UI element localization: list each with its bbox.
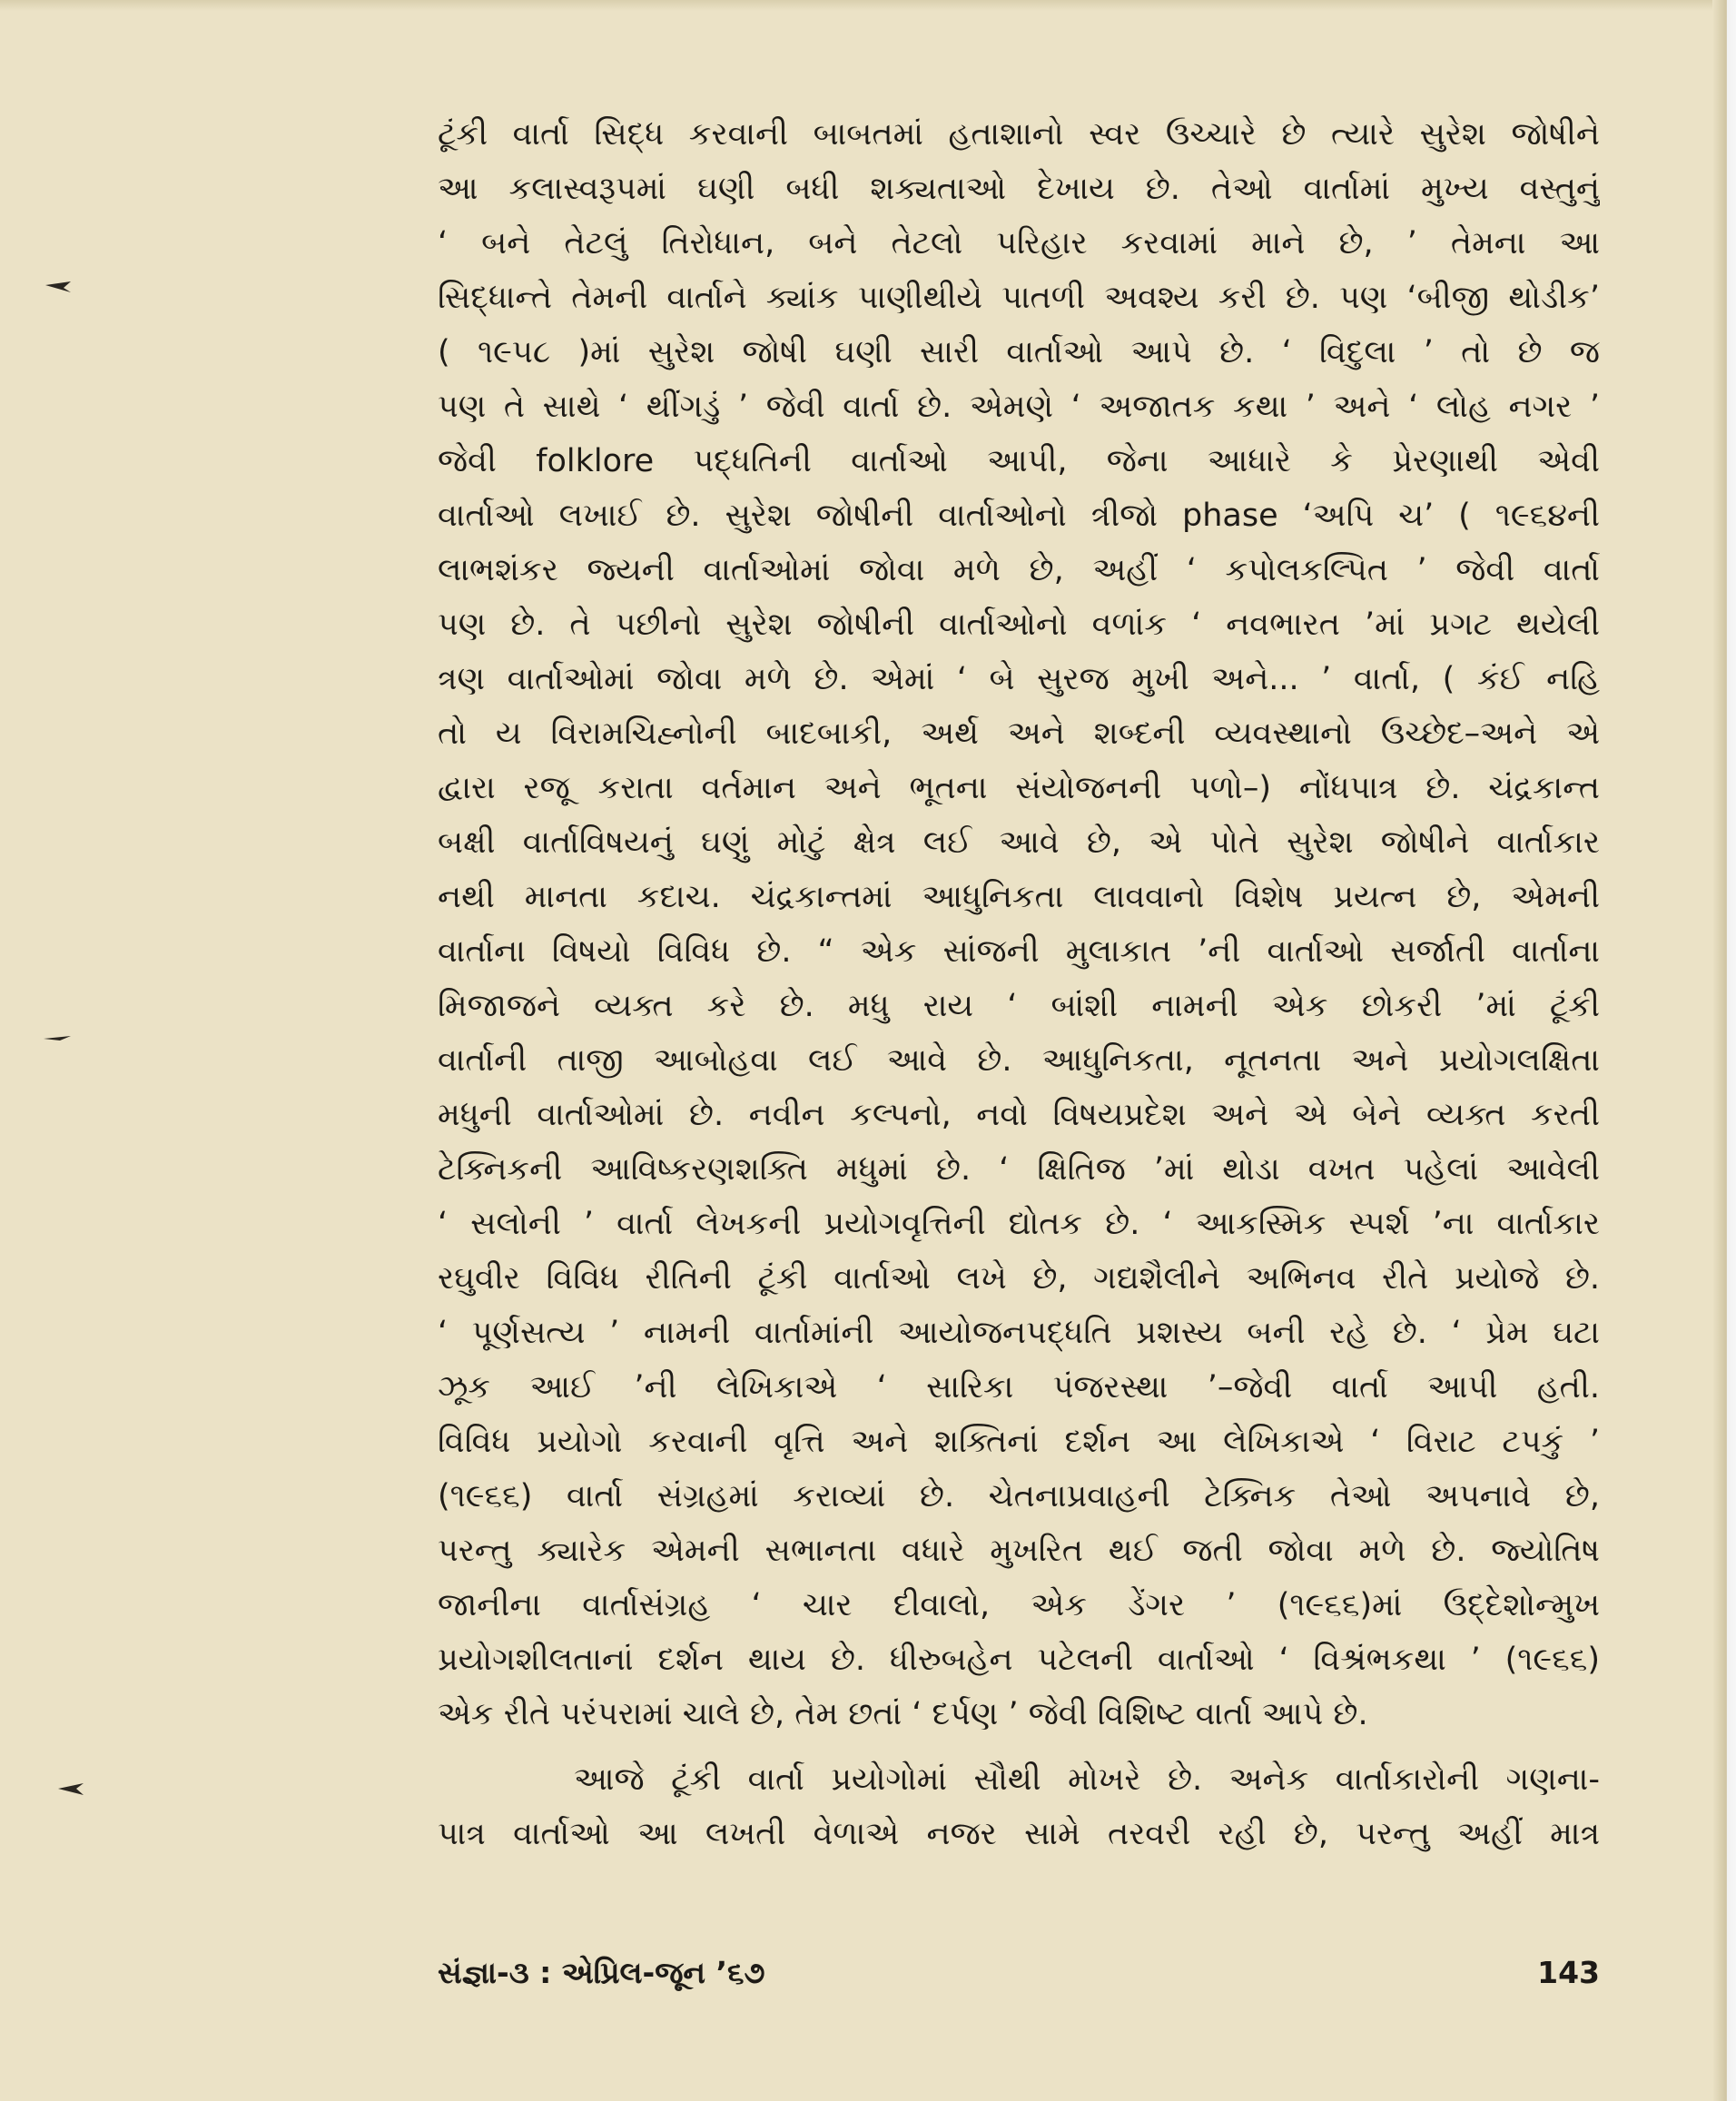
- margin-tick-mark: [42, 1031, 73, 1046]
- text-line: બક્ષી વાર્તાવિષયનું ઘણું મોટું ક્ષેત્ર લઈ આવે છે, એ પોતે સુરેશ જોષીને વાર્તાકાર: [438, 824, 1600, 861]
- text-line: જેવી folklore પદ્ધતિની વાર્તાઓ આપી, જેના આધારે કે પ્રેરણાથી એવી: [438, 443, 1600, 479]
- margin-tick-mark: [56, 1781, 87, 1796]
- text-line: એક રીતે પરંપરામાં ચાલે છે, તેમ છતાં ‘ દર્પણ ’ જેવી વિશિષ્ટ વાર્તા આપે છે.: [438, 1696, 1368, 1732]
- text-line: આજે ટૂંકી વાર્તા પ્રયોગોમાં સૌથી મોખરે છે. અનેક વાર્તાકારોની ગણના-: [574, 1761, 1600, 1798]
- text-line: દ્વારા રજૂ કરાતા વર્તમાન અને ભૂતના સંયોજનની પળો–) નોંધપાત્ર છે. ચંદ્રકાન્ત: [438, 770, 1600, 806]
- text-line: વાર્તાની તાજી આબોહવા લઈ આવે છે. આધુનિકતા, નૂતનતા અને પ્રયોગલક્ષિતા: [438, 1042, 1600, 1079]
- text-line: પ્રયોગશીલતાનાં દર્શન થાય છે. ધીરુબહેન પટેલની વાર્તાઓ ‘ વિશ્રંભકથા ’ (૧૯૬૬): [438, 1642, 1600, 1678]
- text-line: આ કલાસ્વરૂપમાં ઘણી બધી શક્યતાઓ દેખાય છે. તેઓ વાર્તામાં મુખ્ય વસ્તુનું: [438, 171, 1600, 207]
- text-line: પણ છે. તે પછીનો સુરેશ જોષીની વાર્તાઓનો વળાંક ‘ નવભારત ’માં પ્રગટ થયેલી: [438, 607, 1600, 643]
- scan-edge-top: [0, 0, 1736, 11]
- text-line: ‘ સલોની ’ વાર્તા લેખકની પ્રયોગવૃત્તિની દ્યોતક છે. ‘ આકસ્મિક સ્પર્શ ’ના વાર્તાકાર: [438, 1206, 1600, 1242]
- text-line: જાનીના વાર્તાસંગ્રહ ‘ ચાર દીવાલો, એક ડેંગર ’ (૧૯૬૬)માં ઉદ્દેશોન્મુખ: [438, 1587, 1600, 1623]
- page-footer: [438, 1950, 1600, 1996]
- page-number: 143: [1537, 1955, 1600, 1990]
- text-line: વિવિધ પ્રયોગો કરવાની વૃત્તિ અને શક્તિનાં દર્શન આ લેખિકાએ ‘ વિરાટ ટપકું ’: [438, 1424, 1600, 1460]
- text-line: ત્રણ વાર્તાઓમાં જોવા મળે છે. એમાં ‘ બે સુરજ મુખી અને... ’ વાર્તા, ( કંઈ નહિ: [438, 661, 1600, 697]
- text-line: મિજાજને વ્યક્ત કરે છે. મધુ રાય ‘ બાંશી નામની એક છોકરી ’માં ટૂંકી: [438, 988, 1600, 1024]
- text-line: ટૂંકી વાર્તા સિદ્ધ કરવાની બાબતમાં હતાશાનો સ્વર ઉચ્ચારે છે ત્યારે સુરેશ જોષીને: [438, 116, 1600, 153]
- scanned-page: [438, 107, 1600, 2050]
- text-line: ( ૧૯૫૮ )માં સુરેશ જોષી ઘણી સારી વાર્તાઓ આપે છે. ‘ વિદુલા ’ તો છે જ: [438, 334, 1600, 370]
- text-line: પરન્તુ ક્યારેક એમની સભાનતા વધારે મુખરિત થઈ જતી જોવા મળે છે. જ્યોતિષ: [438, 1533, 1600, 1569]
- text-line: મધુની વાર્તાઓમાં છે. નવીન કલ્પનો, નવો વિષયપ્રદેશ અને એ બેને વ્યક્ત કરતી: [438, 1097, 1600, 1133]
- text-line: ‘ પૂર્ણસત્ય ’ નામની વાર્તામાંની આયોજનપદ્ધતિ પ્રશસ્ય બની રહે છે. ‘ પ્રેમ ઘટા: [438, 1315, 1600, 1351]
- text-line: વાર્તાના વિષયો વિવિધ છે. “ એક સાંજની મુલાકાત ’ની વાર્તાઓ સર્જાતી વાર્તાના: [438, 933, 1600, 970]
- text-line: સિદ્ધાન્તે તેમની વાર્તાને ક્યાંક પાણીથીયે પાતળી અવશ્ય કરી છે. પણ ‘બીજી થોડીક’: [438, 280, 1600, 316]
- text-line: નથી માનતા કદાચ. ચંદ્રકાન્તમાં આધુનિકતા લાવવાનો વિશેષ પ્રયત્ન છે, એમની: [438, 879, 1600, 915]
- text-line: પાત્ર વાર્તાઓ આ લખતી વેળાએ નજર સામે તરવરી રહી છે, પરન્તુ અહીં માત્ર: [438, 1816, 1600, 1852]
- text-line: રઘુવીર વિવિધ રીતિની ટૂંકી વાર્તાઓ લખે છે, ગદ્યશૈલીને અભિનવ રીતે પ્રયોજે છે.: [438, 1260, 1600, 1297]
- text-line: તો ય વિરામચિહ્નોની બાદબાકી, અર્થ અને શબ્દની વ્યવસ્થાનો ઉચ્છેદ–અને એ: [438, 715, 1600, 752]
- text-line: ટેક્નિકની આવિષ્કરણશક્તિ મધુમાં છે. ‘ ક્ષિતિજ ’માં થોડા વખત પહેલાં આવેલી: [438, 1151, 1600, 1188]
- text-line: લાભશંકર જ્યની વાર્તાઓમાં જોવા મળે છે, અહીં ‘ કપોલકલ્પિત ’ જેવી વાર્તા: [438, 552, 1600, 588]
- margin-tick-mark: [44, 280, 74, 294]
- text-line: પણ તે સાથે ‘ થીંગડું ’ જેવી વાર્તા છે. એમણે ‘ અજાતક કથા ’ અને ‘ લોહ નગર ’: [438, 389, 1600, 425]
- text-line: ‘ બને તેટલું તિરોધાન, બને તેટલો પરિહાર કરવામાં માને છે, ’ તેમના આ: [438, 225, 1600, 261]
- text-line: ઝૂક આઈ ’ની લેખિકાએ ‘ સારિકા પંજરસ્થા ’–જેવી વાર્તા આપી હતી.: [438, 1369, 1600, 1406]
- journal-issue-label: સંજ્ઞા-૩ : એપ્રિલ-જૂન ’૬૭: [438, 1955, 765, 1990]
- text-line: (૧૯૬૬) વાર્તા સંગ્રહમાં કરાવ્યાં છે. ચેતનાપ્રવાહની ટેક્નિક તેઓ અપનાવે છે,: [438, 1478, 1600, 1514]
- text-line: વાર્તાઓ લખાઈ છે. સુરેશ જોષીની વાર્તાઓનો ત્રીજો phase ‘અપિ ચ’ ( ૧૯૬૪ની: [438, 498, 1600, 534]
- scan-edge-right: [1712, 0, 1736, 2101]
